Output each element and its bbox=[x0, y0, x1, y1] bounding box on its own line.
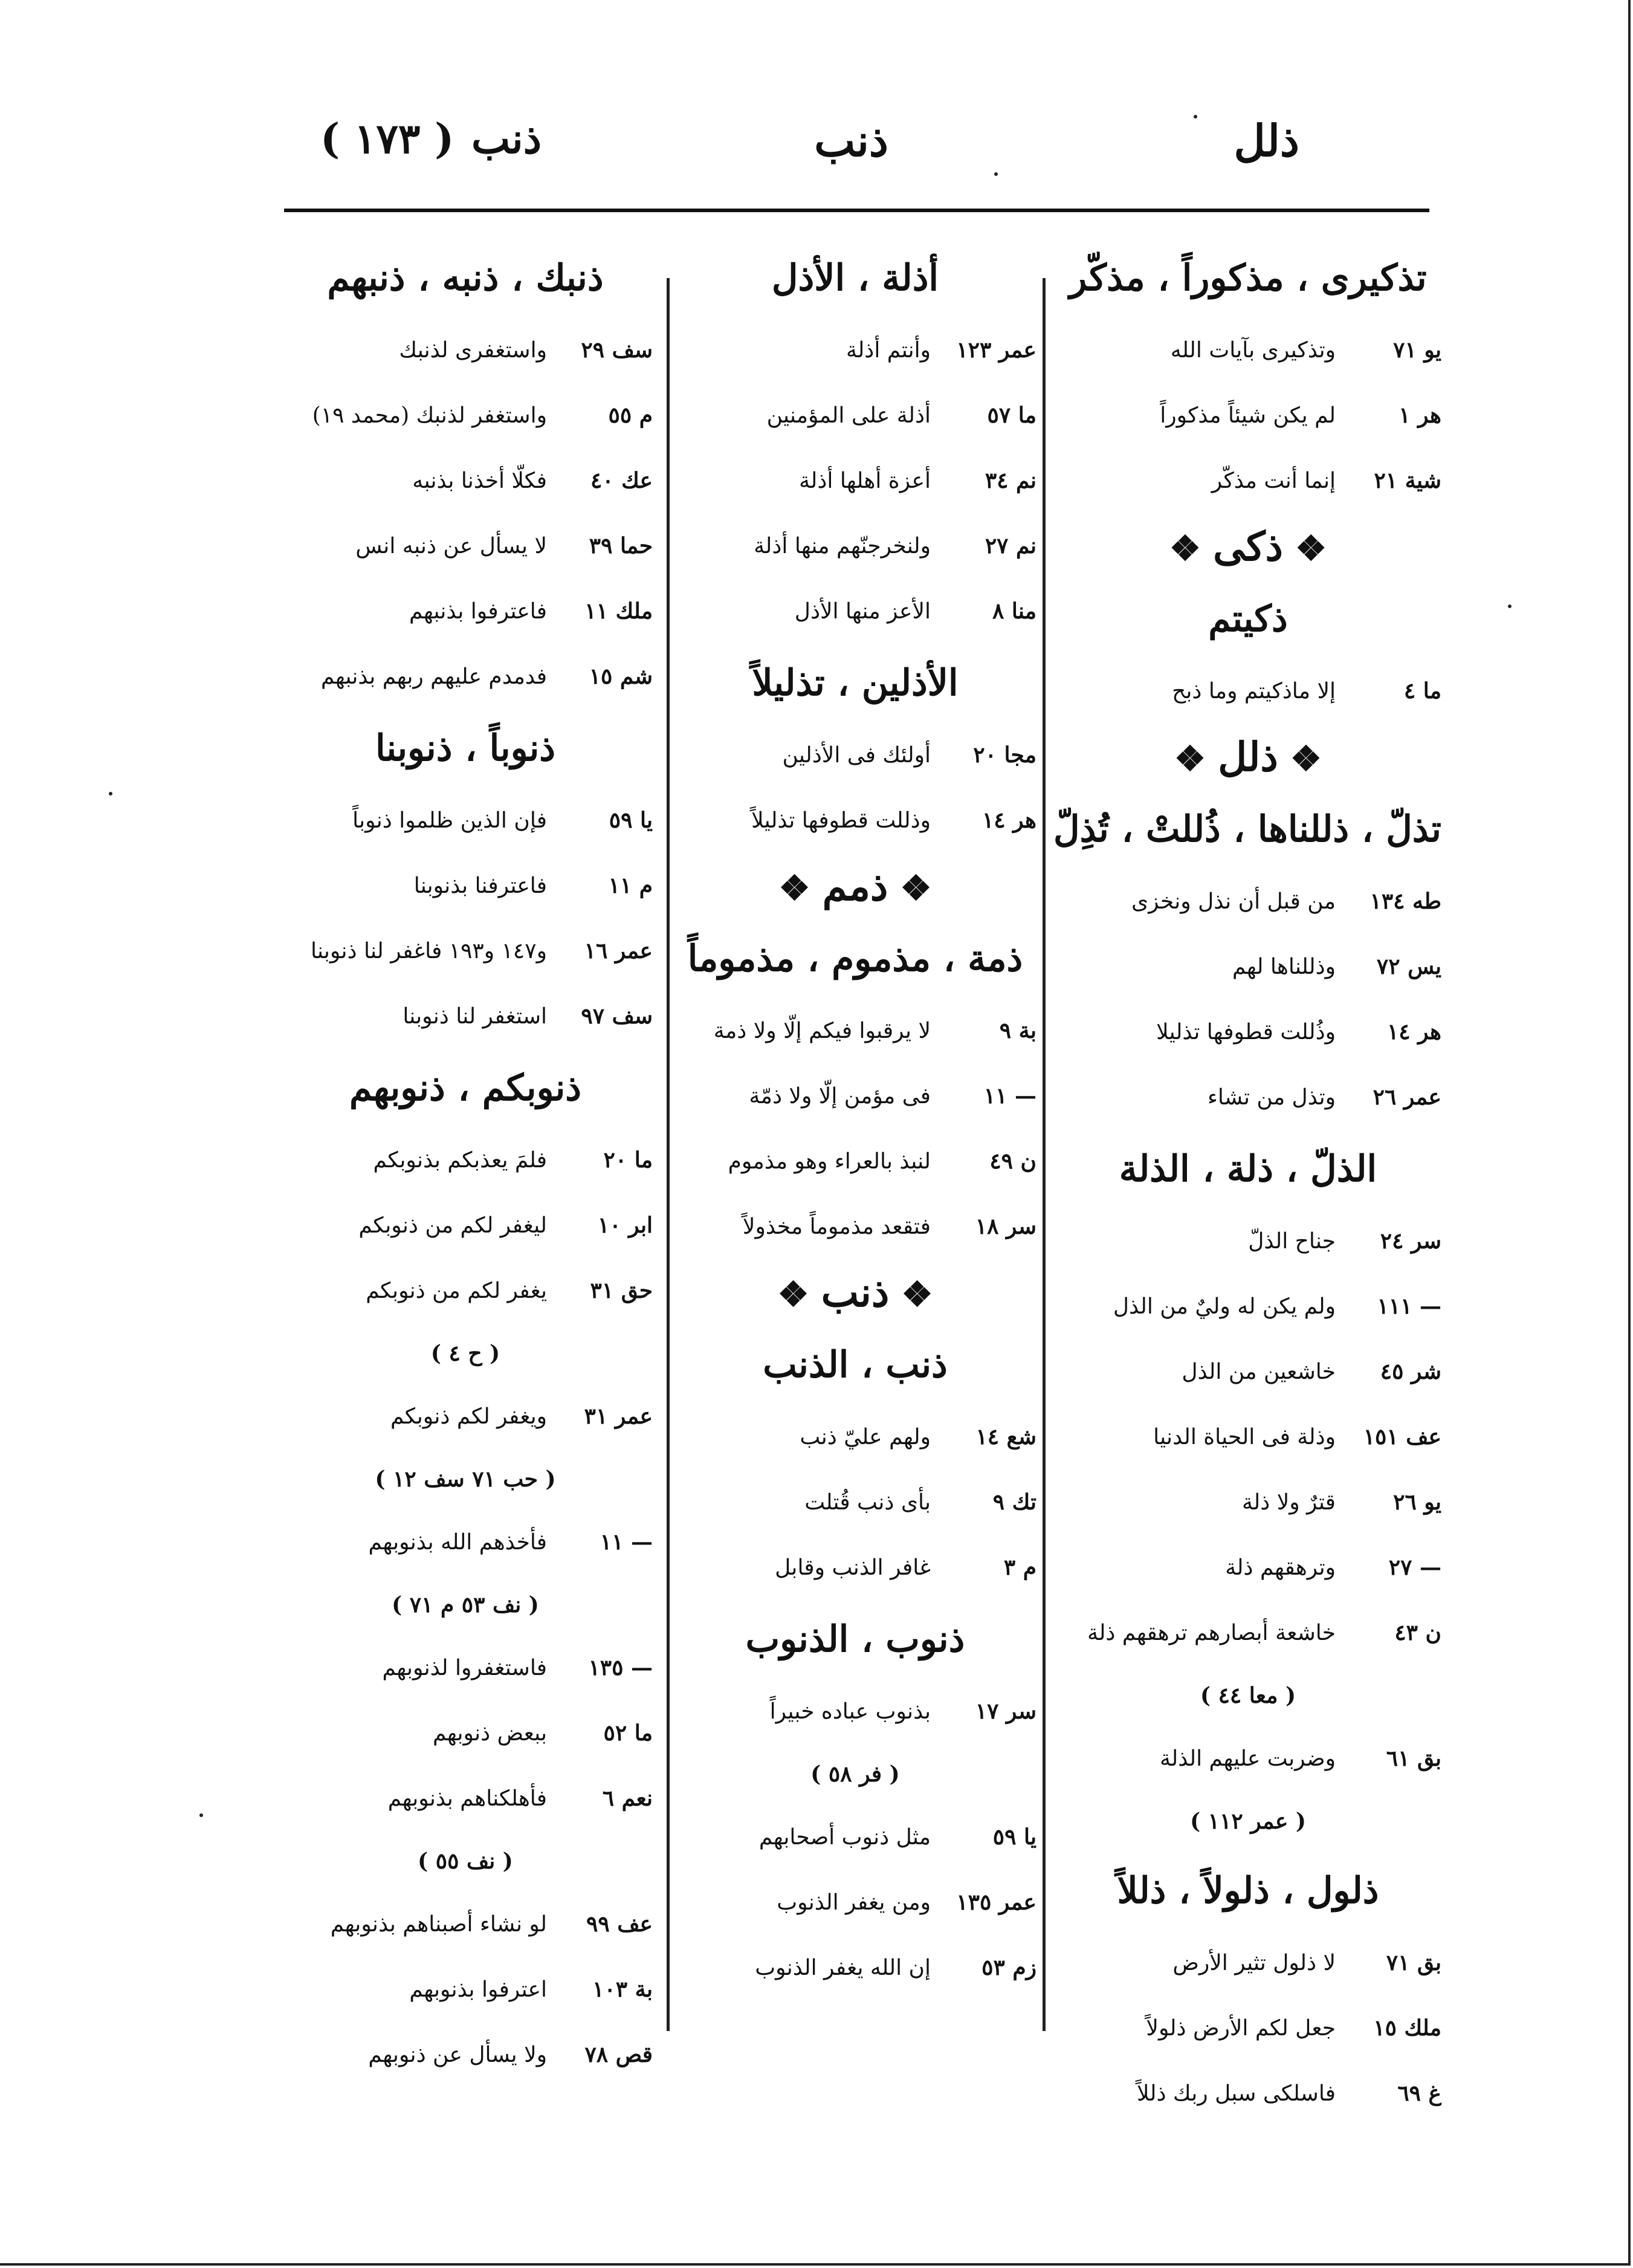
verse-text: فتقعد مذموماً مخذولاً bbox=[742, 1214, 931, 1239]
surah-verse-ref: سر ١٨ bbox=[975, 1214, 1036, 1239]
verse-entry bbox=[1055, 869, 1441, 934]
verse-entry bbox=[278, 448, 653, 513]
ornament-bracket-icon: ❖ bbox=[1174, 738, 1218, 779]
verse-entry bbox=[1055, 1404, 1441, 1469]
verse-text: ومن يغفر الذنوب bbox=[777, 1890, 931, 1915]
surah-verse-ref: عك ٤٠ bbox=[590, 468, 653, 493]
verse-text: وضربت عليهم الذلة bbox=[1159, 1746, 1336, 1771]
page-header bbox=[284, 115, 1432, 181]
surah-verse-ref: زم ٥٣ bbox=[981, 1955, 1036, 1980]
header-root-left: ذنب bbox=[471, 115, 542, 163]
verse-entry bbox=[1055, 448, 1441, 513]
ornament-bracket-icon: ❖ bbox=[889, 1274, 933, 1315]
surah-verse-ref: ما ٢٠ bbox=[603, 1147, 653, 1173]
entry-heading: ذنوباً ، ذنوبنا bbox=[375, 727, 556, 770]
verse-entry bbox=[1055, 658, 1441, 724]
entry-heading: الذلّ ، ذلة ، الذلة bbox=[1119, 1148, 1377, 1190]
verse-entry bbox=[278, 1700, 653, 1766]
verse-entry bbox=[1055, 1064, 1441, 1130]
verse-text: لنبذ بالعراء وهو مذموم bbox=[728, 1149, 931, 1174]
surah-verse-ref: شم ١٥ bbox=[589, 664, 653, 689]
cross-reference: ( عمر ١١٢ ) bbox=[1190, 1809, 1306, 1834]
surah-verse-ref: هر ١٤ bbox=[1386, 1019, 1441, 1045]
ornament-bracket-icon: ❖ bbox=[1278, 738, 1322, 779]
verse-text: اعترفوا بذنوبهم bbox=[409, 1977, 547, 2002]
ornament-bracket-icon: ❖ bbox=[1169, 528, 1214, 569]
root-word: ذلل bbox=[1218, 733, 1278, 780]
verse-text: لو نشاء أصبناهم بذنوبهم bbox=[330, 1912, 547, 1937]
verse-entry bbox=[1055, 1339, 1441, 1404]
verse-entry bbox=[1055, 1208, 1441, 1274]
surah-verse-ref: — ١١ bbox=[983, 1083, 1036, 1109]
surah-verse-ref: — ٢٧ bbox=[1388, 1555, 1441, 1580]
header-root-right: ذلل bbox=[1234, 115, 1299, 166]
verse-text: فاسلكى سبل ربك ذللاً bbox=[1137, 2081, 1336, 2106]
entry-heading: الأذلين ، تذليلاً bbox=[752, 662, 959, 704]
surah-verse-ref: نم ٢٧ bbox=[985, 533, 1036, 559]
verse-entry bbox=[674, 998, 1036, 1063]
surah-verse-ref: ما ٥٧ bbox=[987, 403, 1036, 428]
verse-entry bbox=[1055, 1274, 1441, 1339]
verse-text: ولنخرجنّهم منها أذلة bbox=[754, 534, 931, 559]
surah-verse-ref: ابر ١٠ bbox=[597, 1213, 653, 1238]
verse-text: ويغفر لكم ذنوبكم bbox=[390, 1404, 547, 1429]
verse-entry bbox=[674, 1935, 1036, 2000]
verse-text: فإن الذين ظلموا ذنوباً bbox=[352, 808, 547, 833]
verse-text: وذلة فى الحياة الدنيا bbox=[1153, 1425, 1336, 1450]
verse-text: وتذكيرى بآيات الله bbox=[1170, 338, 1336, 363]
verse-text: إلا ماذكيتم وما ذبح bbox=[1172, 679, 1336, 704]
surah-verse-ref: شع ١٤ bbox=[975, 1424, 1036, 1450]
column-right bbox=[1053, 239, 1441, 2106]
verse-entry bbox=[278, 788, 653, 853]
entry-heading: تذكيرى ، مذكوراً ، مذكّر bbox=[1069, 257, 1427, 299]
root-word-heading bbox=[674, 853, 1036, 919]
verse-text: إن الله يغفر الذنوب bbox=[755, 1955, 931, 1980]
surah-verse-ref: تك ٩ bbox=[992, 1489, 1036, 1515]
verse-text: وذللناها لهم bbox=[1232, 954, 1336, 979]
verse-text: استغفر لنا ذنوبنا bbox=[403, 1004, 547, 1029]
ornament-bracket-icon: ❖ bbox=[777, 1274, 821, 1315]
verse-text: إنما أنت مذكّر bbox=[1211, 468, 1336, 493]
verse-text: جعل لكم الأرض ذلولاً bbox=[1146, 2016, 1336, 2041]
page-number: ( ١٧٣ ) bbox=[320, 115, 454, 163]
verse-entry bbox=[674, 1804, 1036, 1870]
surah-verse-ref: يا ٥٩ bbox=[992, 1824, 1036, 1850]
verse-entry bbox=[278, 983, 653, 1049]
verse-text: فى مؤمن إلّا ولا ذمّة bbox=[749, 1084, 931, 1109]
verse-text: خاشعين من الذل bbox=[1182, 1359, 1336, 1384]
verse-entry bbox=[674, 513, 1036, 578]
speck bbox=[109, 792, 112, 795]
verse-text: وذُللت قطوفها تذليلا bbox=[1156, 1020, 1336, 1045]
verse-entry bbox=[278, 1957, 653, 2022]
verse-entry bbox=[1055, 1600, 1441, 1665]
verse-entry bbox=[278, 644, 653, 709]
verse-entry bbox=[674, 383, 1036, 448]
surah-verse-ref: عمر ١٣٥ bbox=[956, 1890, 1036, 1915]
verse-text: وذللت قطوفها تذليلاً bbox=[751, 808, 931, 833]
verse-entry bbox=[1055, 317, 1441, 383]
header-rule bbox=[284, 209, 1429, 212]
verse-text: يغفر لكم من ذنوبكم bbox=[366, 1278, 547, 1303]
speck bbox=[994, 172, 998, 176]
surah-verse-ref: م ١١ bbox=[608, 873, 653, 898]
surah-verse-ref: قص ٧٨ bbox=[584, 2042, 653, 2067]
root-word-heading bbox=[1055, 724, 1441, 790]
cross-reference: ( ح ٤ ) bbox=[430, 1341, 500, 1366]
verse-text: واستغفرى لذنبك bbox=[399, 338, 547, 363]
surah-verse-ref: — ١٣٥ bbox=[588, 1655, 653, 1680]
cross-reference: ( فر ٥٨ ) bbox=[810, 1761, 900, 1787]
surah-verse-ref: ملك ١١ bbox=[584, 598, 653, 624]
surah-verse-ref: منا ٨ bbox=[992, 598, 1036, 624]
cross-reference: ( حب ٧١ سف ١٢ ) bbox=[375, 1466, 556, 1492]
surah-verse-ref: طه ١٣٤ bbox=[1369, 889, 1441, 914]
verse-entry bbox=[674, 1870, 1036, 1935]
verse-text: و١٤٧ و١٩٣ فاغفر لنا ذنوبنا bbox=[311, 939, 547, 964]
verse-entry bbox=[674, 1404, 1036, 1469]
verse-entry bbox=[674, 1535, 1036, 1600]
verse-entry bbox=[674, 1679, 1036, 1744]
entry-heading: ذمة ، مذموم ، مذموماً bbox=[687, 938, 1023, 980]
verse-entry bbox=[1055, 1726, 1441, 1791]
surah-verse-ref: سر ٢٤ bbox=[1380, 1228, 1441, 1254]
surah-verse-ref: بة ٩ bbox=[999, 1018, 1036, 1043]
verse-entry bbox=[278, 1509, 653, 1575]
verse-entry bbox=[278, 853, 653, 918]
entry-heading: أذلة ، الأذل bbox=[771, 257, 939, 299]
surah-verse-ref: عمر ١٢٣ bbox=[956, 337, 1036, 363]
root-word: ذمم bbox=[822, 863, 888, 910]
verse-entry bbox=[278, 1384, 653, 1449]
root-word-heading bbox=[674, 1259, 1036, 1326]
verse-text: قترٌ ولا ذلة bbox=[1241, 1490, 1336, 1515]
surah-verse-ref: بق ٧١ bbox=[1386, 1950, 1441, 1975]
entry-heading: ذلول ، ذلولاً ، ذللاً bbox=[1117, 1870, 1379, 1912]
root-word: ذكى bbox=[1213, 523, 1283, 570]
verse-entry bbox=[1055, 1469, 1441, 1535]
ornament-bracket-icon: ❖ bbox=[888, 867, 932, 909]
ornament-bracket-icon: ❖ bbox=[1282, 528, 1327, 569]
verse-entry bbox=[1055, 1995, 1441, 2061]
verse-entry bbox=[278, 1193, 653, 1258]
surah-verse-ref: هر ١٤ bbox=[981, 808, 1036, 833]
verse-entry bbox=[1055, 999, 1441, 1064]
entry-heading: ذنبك ، ذنبه ، ذنبهم bbox=[327, 257, 604, 299]
verse-entry bbox=[278, 1258, 653, 1323]
verse-entry bbox=[674, 1063, 1036, 1129]
surah-verse-ref: بة ١٠٣ bbox=[592, 1977, 653, 2002]
verse-entry bbox=[278, 383, 653, 448]
surah-verse-ref: يا ٥٩ bbox=[609, 808, 653, 833]
verse-text: فلمَ يعذبكم بذنوبكم bbox=[373, 1148, 547, 1173]
cross-reference: ( نف ٥٣ م ٧١ ) bbox=[392, 1592, 539, 1618]
verse-entry bbox=[278, 918, 653, 983]
verse-text: لا ذلول تثير الأرض bbox=[1172, 1951, 1336, 1975]
verse-entry bbox=[674, 1469, 1036, 1535]
header-root-middle: ذنب bbox=[814, 115, 888, 166]
verse-entry bbox=[278, 2022, 653, 2087]
verse-text: واستغفر لذنبك (محمد ١٩) bbox=[312, 403, 547, 428]
verse-entry bbox=[278, 317, 653, 383]
surah-verse-ref: عمر ٣١ bbox=[584, 1404, 653, 1429]
verse-entry bbox=[278, 1127, 653, 1193]
verse-text: غافر الذنب وقابل bbox=[775, 1555, 931, 1580]
cross-reference: ( معا ٤٤ ) bbox=[1200, 1683, 1296, 1708]
verse-text: فاعترفنا بذنوبنا bbox=[413, 873, 547, 898]
surah-verse-ref: يو ٧١ bbox=[1393, 337, 1441, 363]
surah-verse-ref: سر ١٧ bbox=[975, 1699, 1036, 1724]
verse-entry bbox=[1055, 383, 1441, 448]
surah-verse-ref: نم ٣٤ bbox=[985, 468, 1036, 493]
verse-text: فأهلكناهم بذنوبهم bbox=[387, 1786, 547, 1811]
column-middle bbox=[674, 239, 1036, 2058]
verse-text: ولهم عليّ ذنب bbox=[800, 1425, 931, 1450]
verse-text: أولئك فى الأذلين bbox=[782, 743, 931, 768]
verse-text: وأنتم أذلة bbox=[846, 338, 931, 363]
verse-entry bbox=[674, 448, 1036, 513]
verse-text: فدمدم عليهم ربهم بذنبهم bbox=[320, 664, 547, 689]
column-left bbox=[278, 239, 653, 2067]
surah-verse-ref: شر ٤٥ bbox=[1380, 1359, 1441, 1384]
verse-text: من قبل أن نذل ونخزى bbox=[1131, 889, 1336, 914]
cross-reference: ( نف ٥٥ ) bbox=[418, 1848, 513, 1874]
surah-verse-ref: هر ١ bbox=[1399, 403, 1441, 428]
column-divider bbox=[1043, 278, 1046, 2031]
verse-text: ولم يكن له وليٌ من الذل bbox=[1113, 1294, 1336, 1319]
verse-entry bbox=[278, 513, 653, 578]
verse-text: لا يسأل عن ذنبه انس bbox=[355, 534, 547, 559]
verse-entry bbox=[1055, 2061, 1441, 2126]
verse-text: جناح الذلّ bbox=[1248, 1229, 1336, 1254]
surah-verse-ref: سف ٢٩ bbox=[581, 337, 653, 363]
verse-text: أذلة على المؤمنين bbox=[766, 403, 931, 428]
surah-verse-ref: مجا ٢٠ bbox=[973, 742, 1036, 768]
verse-entry bbox=[674, 578, 1036, 644]
verse-text: لم يكن شيئاً مذكوراً bbox=[1160, 403, 1336, 428]
verse-text: فأخذهم الله بذنوبهم bbox=[368, 1530, 547, 1555]
surah-verse-ref: ن ٤٩ bbox=[989, 1149, 1036, 1174]
entry-heading: تذلّ ، ذللناها ، ذُللتْ ، تُذِلّ bbox=[1053, 808, 1441, 850]
surah-verse-ref: ما ٤ bbox=[1403, 678, 1441, 704]
verse-entry bbox=[278, 578, 653, 644]
ornament-bracket-icon: ❖ bbox=[778, 867, 823, 909]
surah-verse-ref: حق ٣١ bbox=[590, 1278, 653, 1303]
speck bbox=[1194, 115, 1197, 118]
verse-entry bbox=[674, 1194, 1036, 1259]
verse-text: فكلّا أخذنا بذنبه bbox=[412, 468, 547, 493]
verse-text: بذنوب عباده خبيراً bbox=[769, 1699, 931, 1724]
surah-verse-ref: شية ٢١ bbox=[1374, 468, 1441, 493]
surah-verse-ref: غ ٦٩ bbox=[1397, 2081, 1441, 2106]
entry-heading: ذنوبكم ، ذنوبهم bbox=[349, 1067, 582, 1109]
verse-entry bbox=[674, 722, 1036, 788]
root-word: ذنب bbox=[821, 1269, 890, 1316]
speck bbox=[1508, 604, 1512, 608]
verse-text: وترهقهم ذلة bbox=[1225, 1555, 1336, 1580]
verse-entry bbox=[674, 788, 1036, 853]
verse-text: لا يرقبوا فيكم إلّا ولا ذمة bbox=[713, 1019, 931, 1043]
surah-verse-ref: حما ٣٩ bbox=[589, 533, 653, 559]
entry-heading: ذنب ، الذنب bbox=[763, 1344, 948, 1386]
surah-verse-ref: بق ٦١ bbox=[1386, 1746, 1441, 1771]
surah-verse-ref: عف ٩٩ bbox=[586, 1911, 653, 1937]
surah-verse-ref: — ١١١ bbox=[1377, 1294, 1441, 1319]
verse-entry bbox=[1055, 934, 1441, 999]
surah-verse-ref: م ٣ bbox=[1003, 1555, 1036, 1580]
surah-verse-ref: يس ٧٢ bbox=[1376, 954, 1441, 979]
surah-verse-ref: عمر ٢٦ bbox=[1373, 1084, 1441, 1110]
verse-text: الأعز منها الأذل bbox=[794, 599, 931, 624]
column-divider bbox=[667, 278, 670, 2031]
surah-verse-ref: ملك ١٥ bbox=[1373, 2015, 1441, 2041]
surah-verse-ref: عف ١٥١ bbox=[1363, 1424, 1441, 1450]
surah-verse-ref: — ١١ bbox=[600, 1529, 653, 1555]
verse-entry bbox=[674, 1129, 1036, 1194]
verse-text: أعزة أهلها أذلة bbox=[799, 468, 931, 493]
verse-text: فاعترفوا بذنبهم bbox=[409, 599, 547, 624]
verse-text: خاشعة أبصارهم ترهقهم ذلة bbox=[1087, 1621, 1336, 1645]
root-word-heading bbox=[1055, 513, 1441, 580]
verse-entry bbox=[674, 317, 1036, 383]
surah-verse-ref: نعم ٦ bbox=[602, 1786, 653, 1811]
surah-verse-ref: ن ٤٣ bbox=[1394, 1620, 1441, 1645]
verse-text: وتذل من تشاء bbox=[1207, 1085, 1336, 1110]
verse-text: ولا يسأل عن ذنوبهم bbox=[368, 2043, 547, 2067]
verse-text: بأى ذنب قُتلت bbox=[804, 1490, 931, 1515]
surah-verse-ref: ما ٥٢ bbox=[603, 1720, 653, 1746]
verse-entry bbox=[278, 1635, 653, 1700]
verse-entry bbox=[1055, 1930, 1441, 1995]
surah-verse-ref: م ٥٥ bbox=[608, 403, 653, 428]
speck bbox=[199, 1813, 203, 1817]
entry-heading: ذكيتم bbox=[1208, 598, 1288, 640]
verse-text: فاستغفروا لذنوبهم bbox=[382, 1656, 547, 1680]
verse-text: مثل ذنوب أصحابهم bbox=[758, 1825, 931, 1850]
surah-verse-ref: يو ٢٦ bbox=[1393, 1489, 1441, 1515]
verse-entry bbox=[1055, 1535, 1441, 1600]
entry-heading: ذنوب ، الذنوب bbox=[745, 1618, 965, 1660]
surah-verse-ref: عمر ١٦ bbox=[584, 938, 653, 964]
surah-verse-ref: سف ٩٧ bbox=[581, 1003, 653, 1029]
verse-entry bbox=[278, 1766, 653, 1831]
verse-text: ليغفر لكم من ذنوبكم bbox=[358, 1213, 547, 1238]
verse-entry bbox=[278, 1891, 653, 1957]
verse-text: ببعض ذنوبهم bbox=[432, 1721, 547, 1746]
